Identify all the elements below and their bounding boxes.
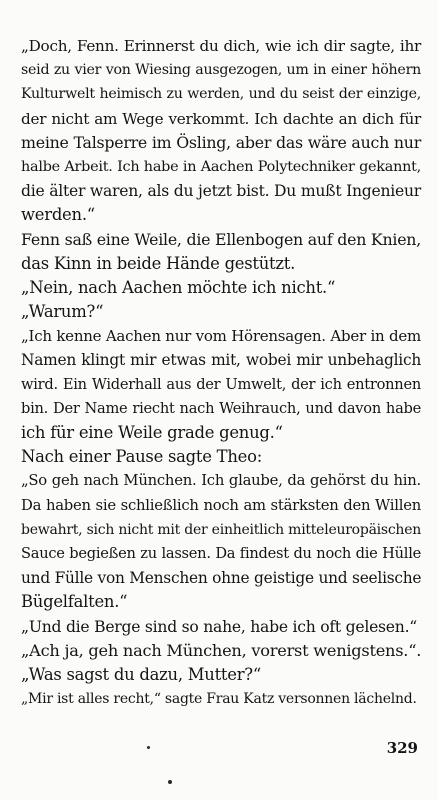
print-speck: [168, 780, 172, 784]
text-line: „Warum?“: [21, 302, 104, 322]
text-line: „Doch, Fenn. Erinnerst du dich, wie ich dir sagte, ihr: [21, 37, 421, 55]
text-line: Namen klingt mir etwas mit, wobei mir unbehaglich: [21, 351, 421, 370]
text-line: Fenn saß eine Weile, die Ellenbogen auf den Knien,: [21, 229, 421, 249]
print-speck: [147, 746, 150, 749]
text-line: „Mir ist alles recht,“ sagte Frau Katz versonnen lächelnd.: [21, 691, 417, 708]
text-line: Da haben sie schließlich noch am stärksten den Willen: [21, 496, 421, 514]
text-line: seid zu vier von Wiesing ausgezogen, um in einer höhern: [21, 62, 421, 79]
text-line: Sauce begießen zu lassen. Da findest du noch die Hülle: [21, 544, 421, 562]
text-line: bin. Der Name riecht nach Weihrauch, und davon habe: [21, 399, 421, 417]
text-line: „Ich kenne Aachen nur vom Hörensagen. Aber in dem: [21, 327, 421, 346]
text-line: „Ach ja, geh nach München, vorerst wenigstens.“.: [21, 640, 422, 660]
text-line: das Kinn in beide Hände gestützt.: [21, 253, 296, 273]
body-text: [21, 34, 421, 711]
text-line: werden.“: [21, 205, 95, 225]
text-line: wird. Ein Widerhall aus der Umwelt, der ich entronnen: [21, 375, 421, 393]
text-line: bewahrt, sich nicht mit der einheitlich mitteleuropäischen: [21, 521, 421, 538]
text-line: meine Talsperre im Ösling, aber das wäre auch nur: [21, 132, 421, 152]
text-line: und Fülle von Menschen ohne geistige und seelische: [21, 569, 422, 588]
text-line: „Nein, nach Aachen möchte ich nicht.“: [21, 277, 336, 297]
text-line: die älter waren, als du jetzt bist. Du mußt Ingenieur: [21, 182, 421, 201]
text-line: „Was sagst du dazu, Mutter?“: [21, 664, 261, 684]
text-line: Nach einer Pause sagte Theo:: [21, 447, 262, 467]
text-line: „Und die Berge sind so nahe, habe ich oft gelesen.“: [21, 617, 417, 636]
page-number: 329: [386, 739, 418, 757]
text-line: „So geh nach München. Ich glaube, da gehörst du hin.: [21, 472, 421, 490]
text-line: ich für eine Weile grade genug.“: [21, 423, 283, 442]
text-line: Kulturwelt heimisch zu werden, und du seist der einzige,: [21, 86, 421, 103]
text-line: halbe Arbeit. Ich habe in Aachen Polytechniker gekannt,: [21, 158, 421, 175]
text-line: Bügelfalten.“: [21, 592, 128, 612]
text-line: der nicht am Wege verkommt. Ich dachte an dich für: [21, 109, 421, 128]
